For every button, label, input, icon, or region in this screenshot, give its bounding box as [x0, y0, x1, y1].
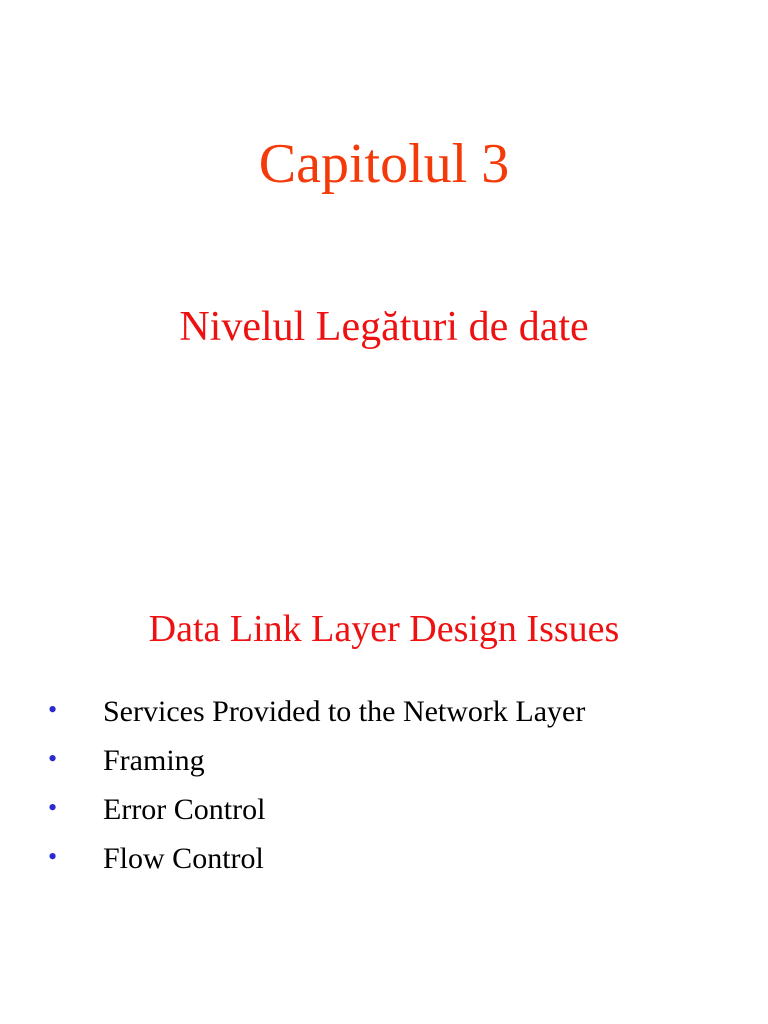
bullet-text: Flow Control — [103, 842, 264, 875]
list-item — [0, 739, 768, 788]
bullet-list — [0, 690, 768, 886]
bullet-icon: • — [48, 842, 58, 871]
section-heading: Data Link Layer Design Issues — [148, 608, 620, 650]
bullet-text: Error Control — [103, 793, 266, 826]
chapter-title: Capitolul 3 — [258, 133, 510, 195]
bullet-text: Framing — [103, 744, 205, 777]
bullet-icon: • — [48, 695, 58, 724]
bullet-icon: • — [48, 744, 58, 773]
bullet-text: Services Provided to the Network Layer — [103, 695, 586, 728]
list-item — [0, 788, 768, 837]
list-item — [0, 690, 768, 739]
list-item — [0, 837, 768, 886]
chapter-subtitle: Nivelul Legături de date — [179, 304, 589, 350]
bullet-icon: • — [48, 793, 58, 822]
